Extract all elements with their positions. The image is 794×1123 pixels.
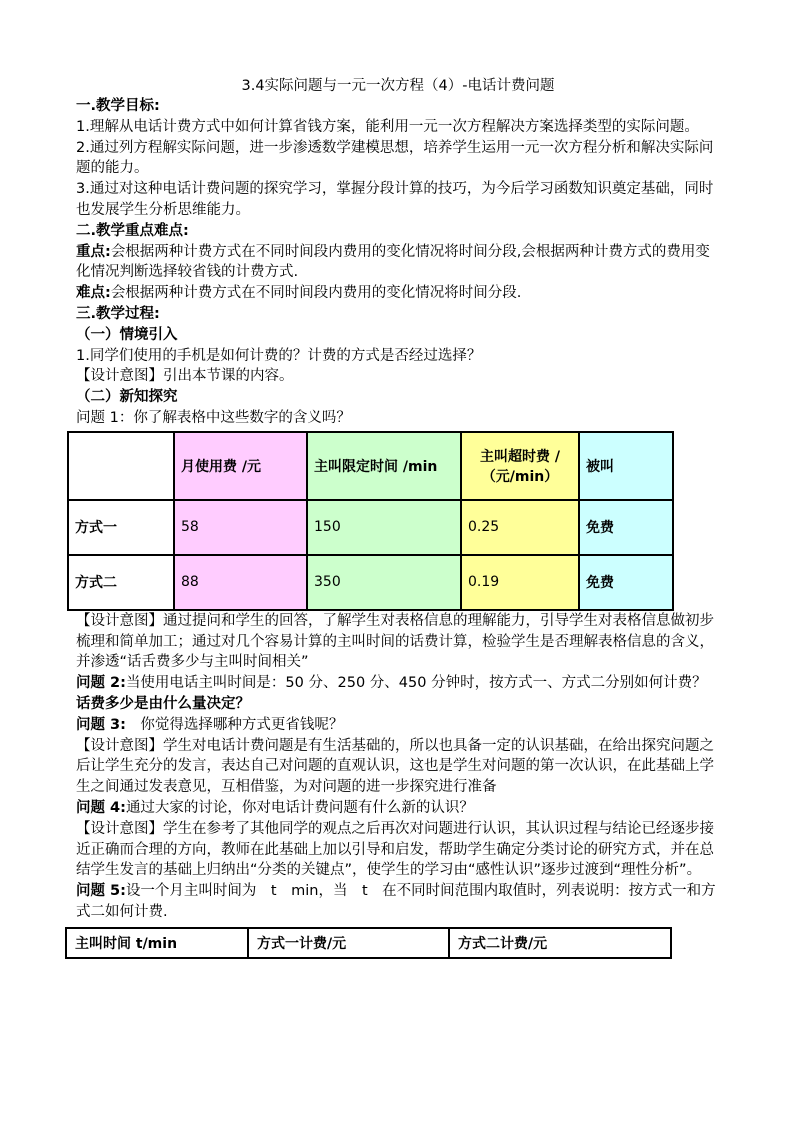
problem-5-label: 问题 5: bbox=[76, 883, 126, 900]
objective-1: 1.理解从电话计费方式中如何计算省钱方案，能利用一元一次方程解决方案选择类型的实际问题。 bbox=[76, 118, 699, 135]
key-point bbox=[76, 242, 720, 284]
subsection-1-heading: （一）情境引入 bbox=[76, 326, 178, 343]
table-row bbox=[68, 555, 673, 610]
table-row bbox=[68, 500, 673, 555]
table-header-cell: 主叫限定时间 /min bbox=[307, 432, 461, 500]
document-page bbox=[76, 76, 720, 959]
table-header-row bbox=[66, 928, 671, 958]
table-header-cell: 被叫 bbox=[579, 432, 673, 500]
table-cell: 88 bbox=[174, 555, 307, 610]
subsection-2-heading: （二）新知探究 bbox=[76, 389, 178, 406]
table-cell: 0.25 bbox=[461, 500, 579, 555]
table-header-cell: 主叫超时费 /（元/min） bbox=[461, 432, 579, 500]
key-point-text: 会根据两种计费方式在不同时间段内费用的变化情况将时间分段,会根据两种计费方式的费用变化情况判断选择较省钱的计费方式. bbox=[76, 243, 710, 281]
table-header-cell: 月使用费 /元 bbox=[174, 432, 307, 500]
problem-1: 问题 1：你了解表格中这些数字的含义吗？ bbox=[76, 409, 351, 426]
table-cell: 方式一 bbox=[68, 500, 174, 555]
table-cell: 58 bbox=[174, 500, 307, 555]
objective-2: 2.通过列方程解实际问题，进一步渗透数学建模思想，培养学生运用一元一次方程分析和解决实际问题的能力。 bbox=[76, 139, 714, 177]
design-intent-4: 【设计意图】学生在参考了其他同学的观点之后再次对问题进行认识，其认识过程与结论已经逐步接近正确而合理的方向，教师在此基础上加以引导和启发，帮助学生确定分类讨论的研究方式，并在总结学生发言的基础上归纳出“分类的关键点”，使学生的学习由“感性认识”逐步过渡到“理性分析”。 bbox=[76, 820, 714, 879]
billing-table bbox=[67, 431, 674, 611]
design-intent-1: 【设计意图】引出本节课的内容。 bbox=[76, 368, 294, 385]
section-2-heading: 二.教学重点难点: bbox=[76, 222, 189, 239]
problem-4-text: 通过大家的讨论，你对电话计费问题有什么新的认识？ bbox=[125, 799, 474, 816]
table-cell: 免费 bbox=[579, 500, 673, 555]
problem-2-label: 问题 2: bbox=[76, 675, 126, 692]
table-header-cell bbox=[68, 432, 174, 500]
table-header-cell: 主叫时间 t/min bbox=[66, 928, 248, 958]
difficult-point-label: 难点: bbox=[76, 285, 111, 302]
table-header-row bbox=[68, 432, 673, 500]
problem-2 bbox=[76, 673, 720, 694]
design-intent-3: 【设计意图】学生对电话计费问题是有生活基础的，所以也具备一定的认识基础，在给出探究问题之后让学生充分的发言，表达自己对问题的直观认识，这也是学生对问题的第一次认识，在此基础上学生之间通过发表意见，互相借鉴，为对问题的进一步探究进行准备 bbox=[76, 737, 714, 796]
table-header-cell: 方式一计费/元 bbox=[248, 928, 449, 958]
key-question: 话费多少是由什么量决定？ bbox=[76, 695, 250, 712]
problem-3 bbox=[76, 715, 720, 736]
problem-2-text: 当使用电话主叫时间是：50 分、250 分、450 分钟时，按方式一、方式二分别如何计费？ bbox=[125, 675, 707, 692]
problem-3-label: 问题 3: bbox=[76, 716, 126, 733]
design-intent-2: 【设计意图】通过提问和学生的回答，了解学生对表格信息的理解能力，引导学生对表格信息做初步梳理和简单加工；通过对几个容易计算的主叫时间的话费计算，检验学生是否理解表格信息的含义，并渗透“话舌费多少与主叫时间相关” bbox=[76, 612, 714, 671]
difficult-point-text: 会根据两种计费方式在不同时间段内费用的变化情况将时间分段. bbox=[110, 285, 522, 302]
key-point-label: 重点: bbox=[76, 243, 111, 260]
billing-calc-table bbox=[65, 927, 672, 959]
problem-5 bbox=[76, 881, 720, 923]
table-cell: 免费 bbox=[579, 555, 673, 610]
problem-4 bbox=[76, 798, 720, 819]
doc-title: 3.4实际问题与一元一次方程（4）-电话计费问题 bbox=[241, 78, 555, 94]
table-cell: 0.19 bbox=[461, 555, 579, 610]
objective-3: 3.通过对这种电话计费问题的探究学习，掌握分段计算的技巧，为今后学习函数知识奠定基础，同时也发展学生分析思维能力。 bbox=[76, 181, 714, 218]
table-cell: 方式二 bbox=[68, 555, 174, 610]
difficult-point bbox=[76, 283, 720, 304]
table-cell: 350 bbox=[307, 555, 461, 610]
table-header-cell: 方式二计费/元 bbox=[449, 928, 671, 958]
problem-4-label: 问题 4: bbox=[76, 799, 126, 816]
problem-5-text: 设一个月主叫时间为 t min，当 t 在不同时间范围内取值时，列表说明：按方式一和方式二如何计费. bbox=[76, 883, 716, 920]
problem-3-text: 你觉得选择哪种方式更省钱呢？ bbox=[125, 716, 344, 733]
question-1: 1.同学们使用的手机是如何计费的？计费的方式是否经过选择？ bbox=[76, 347, 482, 364]
section-3-heading: 三.教学过程: bbox=[76, 305, 160, 322]
section-1-heading: 一.教学目标: bbox=[76, 98, 160, 114]
table-cell: 150 bbox=[307, 500, 461, 555]
